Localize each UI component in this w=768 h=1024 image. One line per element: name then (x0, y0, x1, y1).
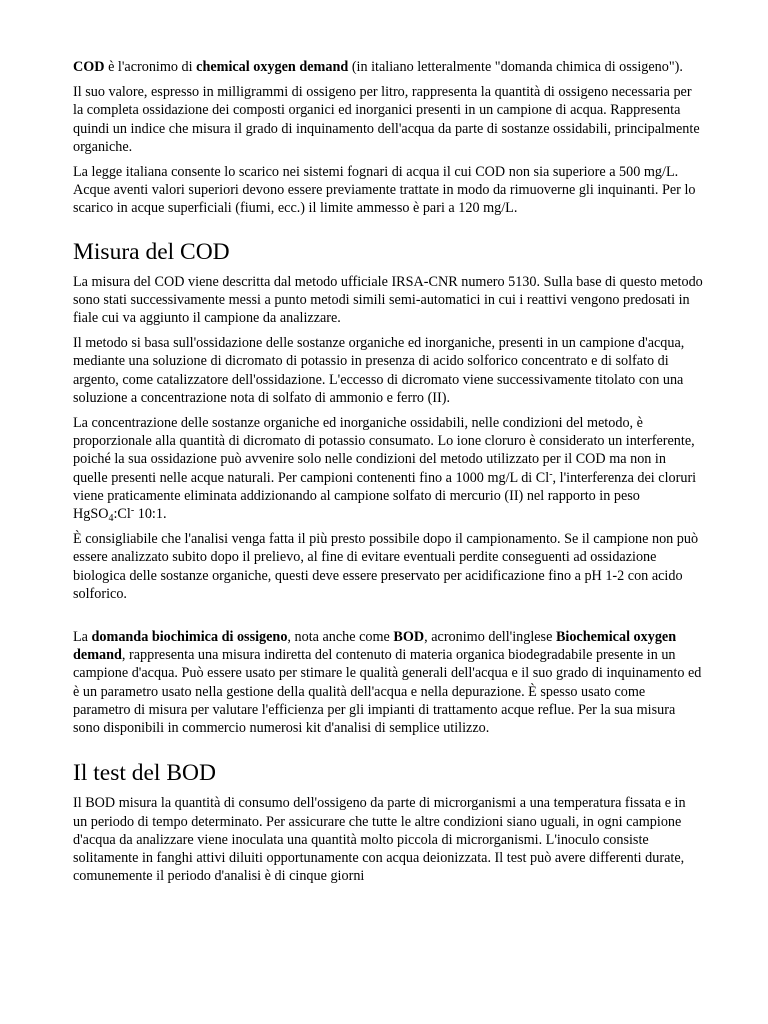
bod-term-italian: domanda biochimica di ossigeno (91, 629, 288, 646)
cod-oxidation-paragraph: Il metodo si basa sull'ossidazione delle sostanze organiche ed inorganiche, presenti in un campione d'acqua, mediante una soluzione di dicromato di potassio in presenza di acido solforico concentrato e di solfato di argento, come catalizzatore dell'ossidazione. L'eccesso di dicromato viene successivamente titolato con una soluzione a concentrazione nota di solfato di ammonio e ferro (II). (73, 335, 685, 406)
bod-intro-paragraph: La domanda biochimica di ossigeno, nota anche come BOD, acronimo dell'inglese Biochemical oxygen demand, rappresenta una misura indiretta del contenuto di materia organica biodegradabile presente in un campione d'acqua. Può essere usato per stimare le qualità generali dell'acqua e il suo grado di inquinamento ed è un parametro usato nella gestione della qualità dell'acqua e nella depurazione. È spesso usato come parametro di misura per valutare l'efficienza per gli impianti di trattamento acque reflue. Per la sua misura sono disponibili in commercio numerosi kit d'analisi di semplice utilizzo. (73, 629, 702, 737)
cod-sampling-paragraph: È consigliabile che l'analisi venga fatta il più presto possibile dopo il campionamento. Se il campione non può essere analizzato subito dopo il prelievo, al fine di evitare eventuali perdite conseguenti ad ossidazione biologica delle sostanze organiche, questi deve essere preservato per acidificazione fino a pH 1-2 con acido solforico. (73, 531, 699, 602)
bod-test-paragraph: Il BOD misura la quantità di consumo dell'ossigeno da parte di microrganismi a una temperatura fissata e in un periodo di tempo determinato. Per assicurare che tutte le altre condizioni siano uguali, in ogni campione d'acqua da analizzare viene inoculata una quantità molto piccola di microrganismi. L'inoculo consiste solitamente in fanghi attivi diluiti opportunamente con acqua deionizzata. Il test può avere differenti durate, comunemente il periodo d'analisi è di cinque giorni (73, 795, 686, 885)
cod-full-name: chemical oxygen demand (196, 59, 349, 75)
cod-law-paragraph: La legge italiana consente lo scarico nei sistemi fognari di acqua il cui COD non sia superiore a 500 mg/L. Acque aventi valori superiori devono essere previamente trattate in modo da rimuoverne gli inquinanti. Per lo scarico in acque superficiali (fiumi, ecc.) il limite ammesso è pari a 120 mg/L. (73, 164, 696, 217)
cod-value-paragraph: Il suo valore, espresso in milligrammi di ossigeno per litro, rappresenta la quantità di ossigeno necessaria per la completa ossidazione dei composti organici ed inorganici presenti in un campione di acqua. Rappresenta quindi un indice che misura il grado di inquinamento dell'acqua da parte di sostanze ossidabili, principalmente organiche. (73, 84, 700, 155)
cod-method-paragraph: La misura del COD viene descritta dal metodo ufficiale IRSA-CNR numero 5130. Sulla base di questo metodo sono stati successivamente messi a punto metodi simili semi-automatici in cui i reattivi vengono predosati in fiale cui va aggiunto il campione da analizzare. (73, 273, 703, 327)
cod-intro-paragraph: COD è l'acronimo di chemical oxygen demand (in italiano letteralmente "domanda chimica di ossigeno"). (73, 59, 683, 75)
heading-misura-cod: Misura del COD (73, 238, 230, 265)
cod-chloride-paragraph: La concentrazione delle sostanze organiche ed inorganiche ossidabili, nelle condizioni del metodo, è proporzionale alla quantità di dicromato di potassio consumato. Lo ione cloruro è considerato un interferente, poiché la sua ossidazione può avvenire solo nelle condizioni del metodo utilizzato per il COD ma non in quelle presenti nelle acque naturali. Per campioni contenenti fino a 1000 mg/L di Cl-, l'interferenza dei cloruri viene praticamente eliminata addizionando al campione solfato di mercurio (II) nel rapporto in peso HgSO$_4$:Cl- 10:1. (73, 415, 697, 525)
bod-acronym: BOD (393, 629, 425, 646)
document-page (73, 58, 703, 892)
bod-term-english: Biochemical oxygen demand (73, 629, 677, 664)
cod-term: COD (73, 59, 105, 75)
heading-test-bod: Il test del BOD (73, 760, 216, 787)
